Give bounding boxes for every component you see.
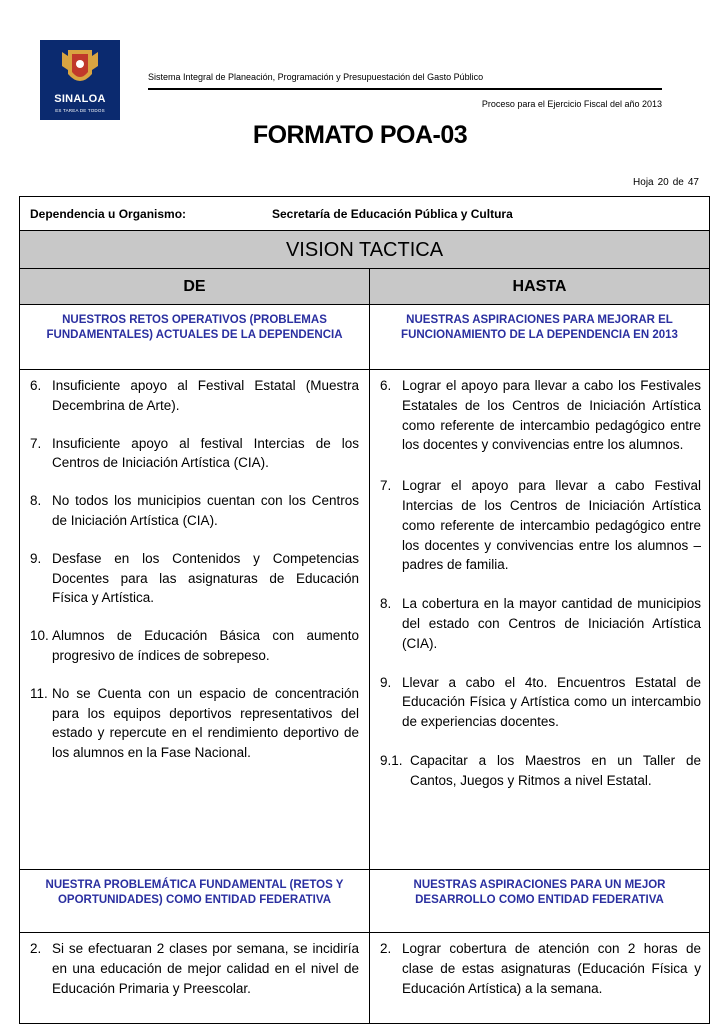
- list-item: [30, 376, 359, 416]
- subheader-operative-challenges: NUESTROS RETOS OPERATIVOS (PROBLEMAS FUNDAMENTALES) ACTUALES DE LA DEPENDENCIA: [20, 305, 370, 370]
- logo-wordmark: SINALOA: [54, 93, 106, 105]
- list-item: [30, 491, 359, 531]
- page-current: 20: [657, 177, 669, 188]
- item-number: 9.1.: [380, 752, 403, 768]
- dependency-value: Secretaría de Educación Pública y Cultura: [272, 207, 513, 221]
- item-number: 11.: [30, 685, 48, 701]
- page-total: 47: [687, 177, 699, 188]
- section-title: VISION TACTICA: [20, 231, 709, 269]
- development-aspirations-list: [370, 933, 709, 1023]
- column-header-hasta: HASTA: [370, 269, 709, 305]
- page-counter: [629, 177, 699, 188]
- page-of-label: de: [672, 177, 684, 188]
- problems-list: [20, 933, 370, 1023]
- list-item: [380, 376, 701, 455]
- page-label: Hoja: [633, 177, 654, 188]
- list-item: [380, 594, 701, 653]
- item-number: 10.: [30, 628, 49, 644]
- subheader-development-aspirations: NUESTRAS ASPIRACIONES PARA UN MEJOR DESARROLLO COMO ENTIDAD FEDERATIVA: [370, 870, 709, 933]
- system-title: Sistema Integral de Planeación, Programación y Presupuestación del Gasto Público: [148, 72, 484, 82]
- item-text: No se Cuenta con un espacio de concentración para los equipos deportivos representativos del estado y repercute en el rendimiento deportivo de los alumnos en la Fase Nacional.: [52, 685, 359, 761]
- item-text: Capacitar a los Maestros en un Taller de Cantos, Juegos y Ritmos a nivel Estatal.: [410, 752, 701, 788]
- dependency-label: Dependencia u Organismo:: [30, 207, 187, 221]
- item-number: 8.: [380, 596, 392, 612]
- subheader-fundamental-problems: NUESTRA PROBLEMÁTICA FUNDAMENTAL (RETOS Y OPORTUNIDADES) COMO ENTIDAD FEDERATIVA: [20, 870, 370, 933]
- item-number: 2.: [380, 941, 392, 956]
- item-number: 6.: [30, 378, 42, 393]
- list-item: [30, 684, 359, 763]
- item-text: Lograr el apoyo para llevar a cabo Festival Intercias de los Centros de Iniciación Artística como referente de intercambio pedagógico entre los docentes y convivencias entre los alumnos – padres de familia.: [402, 478, 701, 573]
- item-number: 9.: [380, 674, 392, 690]
- header-divider: [148, 88, 662, 90]
- list-item: [380, 751, 701, 791]
- list-item: [380, 673, 701, 732]
- challenges-list: [20, 370, 370, 870]
- item-text: Llevar a cabo el 4to. Encuentros Estatal de Educación Física y Artística como un intercambio de experiencias docentes.: [402, 674, 701, 730]
- item-number: 9.: [30, 550, 42, 566]
- list-item: [30, 434, 359, 474]
- item-text: Lograr cobertura de atención con 2 horas de clase de estas asignaturas (Educación Física y Educación Artística) a la semana.: [402, 941, 701, 996]
- aspirations-list: [370, 370, 709, 870]
- item-text: Insuficiente apoyo al Festival Estatal (Muestra Decembrina de Arte).: [52, 378, 359, 413]
- logo-tagline: ES TAREA DE TODOS: [55, 108, 105, 113]
- list-item: [30, 626, 359, 666]
- item-number: 2.: [30, 941, 42, 956]
- page-title: FORMATO POA-03: [252, 121, 468, 149]
- vision-table: [19, 196, 710, 1024]
- item-number: 6.: [380, 378, 392, 393]
- item-text: No todos los municipios cuentan con los Centros de Iniciación Artística (CIA).: [52, 493, 359, 528]
- item-text: Lograr el apoyo para llevar a cabo los Festivales Estatales de los Centros de Iniciación Artística como referente de intercambio pedagógico entre los docentes y convivencias entre los alumnos.: [402, 378, 701, 453]
- item-number: 8.: [30, 493, 42, 509]
- process-text: Proceso para el Ejercicio Fiscal del año 2013: [481, 99, 662, 109]
- item-text: Si se efectuaran 2 clases por semana, se incidiría en una educación de mejor calidad en el nivel de Educación Primaria y Preescolar.: [52, 941, 359, 996]
- item-text: Alumnos de Educación Básica con aumento progresivo de índices de sobrepeso.: [52, 628, 359, 663]
- list-item: [380, 939, 701, 998]
- list-item: [380, 476, 701, 575]
- item-text: Insuficiente apoyo al festival Intercias de los Centros de Iniciación Artística (CIA).: [52, 435, 359, 471]
- sinaloa-logo: [40, 40, 120, 120]
- list-item: [30, 549, 359, 608]
- dependency-row: [20, 197, 709, 231]
- item-number: 7.: [30, 435, 42, 451]
- column-header-de: DE: [20, 269, 370, 305]
- item-text: Desfase en los Contenidos y Competencias Docentes para las asignaturas de Educación Física y Artística.: [52, 550, 359, 606]
- subheader-aspirations-2013: NUESTRAS ASPIRACIONES PARA MEJORAR EL FUNCIONAMIENTO DE LA DEPENDENCIA EN 2013: [370, 305, 709, 370]
- item-text: La cobertura en la mayor cantidad de municipios del estado con Centros de Iniciación Artística (CIA).: [402, 596, 701, 651]
- list-item: [30, 939, 359, 998]
- item-number: 7.: [380, 478, 392, 494]
